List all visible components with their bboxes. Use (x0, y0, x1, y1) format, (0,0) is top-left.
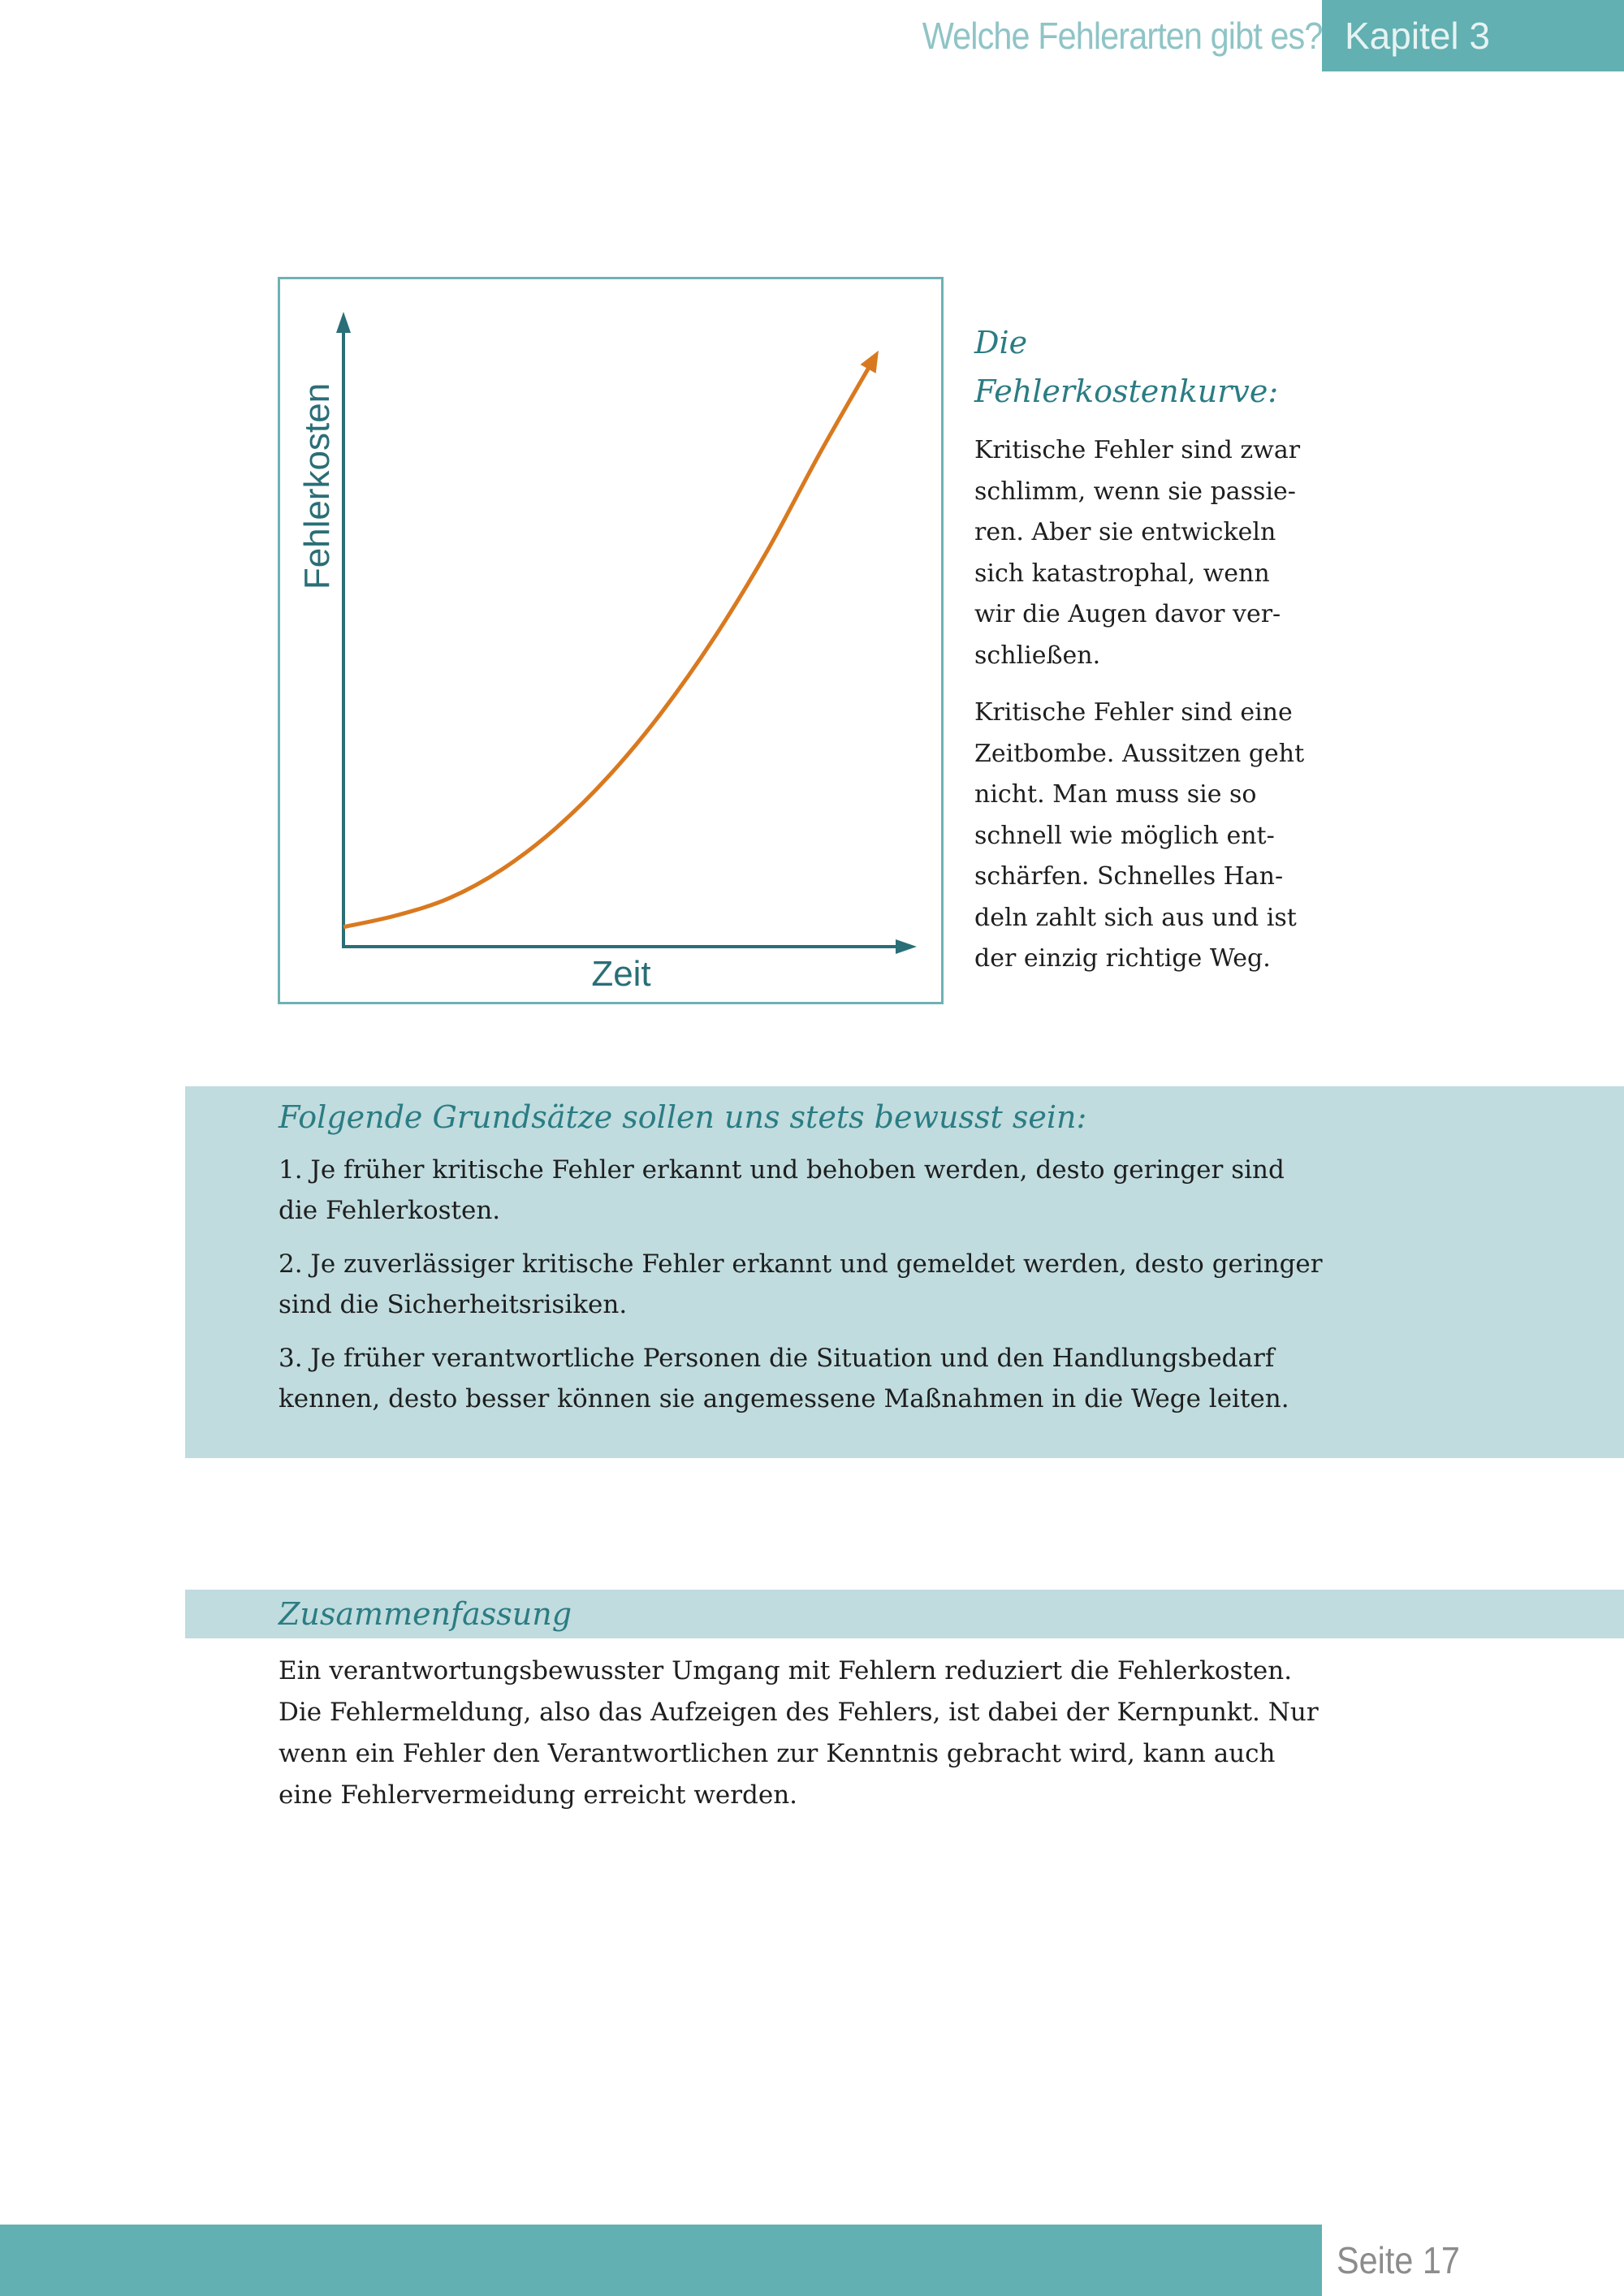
page-number: Seite 17 (1337, 2239, 1460, 2281)
x-axis-label: Zeit (591, 954, 651, 994)
y-axis-arrowhead (336, 312, 351, 333)
text-line: wir die Augen davor ver- (974, 600, 1281, 628)
text-line: Zeitbombe. Aussitzen geht (974, 739, 1305, 768)
section-title: Welche Fehlerarten gibt es? (922, 15, 1322, 57)
text-line: wenn ein Fehler den Verantwortlichen zur Kenntnis gebracht wird, kann auch (279, 1739, 1276, 1768)
text-line: sich katastrophal, wenn (974, 559, 1270, 588)
chapter-tab: Kapitel 3 (1322, 0, 1624, 71)
text-line: schnell wie möglich ent- (974, 821, 1275, 850)
text-line: 2. Je zuverlässiger kritische Fehler erkannt und gemeldet werden, desto geringer (279, 1249, 1323, 1279)
cost-curve-line (343, 360, 873, 927)
text-line: schließen. (974, 641, 1101, 670)
text-line: ren. Aber sie entwickeln (974, 518, 1276, 546)
y-axis-label: Fehlerkosten (297, 382, 337, 590)
text-line: Ein verantwortungsbewusster Umgang mit Fehlern reduziert die Fehlerkosten. (279, 1656, 1293, 1685)
principles-box (185, 1086, 1624, 1458)
text-line: schlimm, wenn sie passie- (974, 477, 1296, 506)
text-line: sind die Sicherheitsrisiken. (279, 1290, 628, 1319)
text-line: eine Fehlervermeidung erreicht werden. (279, 1780, 798, 1810)
chart-frame (278, 277, 944, 1004)
principle-item (279, 1150, 1334, 1231)
side-paragraph-1 (974, 430, 1332, 676)
summary-text (279, 1651, 1334, 1816)
footer-bar (0, 2225, 1322, 2296)
text-line: die Fehlerkosten. (279, 1196, 501, 1225)
text-line: Kritische Fehler sind zwar (974, 436, 1301, 464)
chart-explanation (974, 318, 1332, 996)
text-line: schärfen. Schnelles Han- (974, 862, 1284, 891)
text-line: kennen, desto besser können sie angemessene Maßnahmen in die Wege leiten. (279, 1384, 1289, 1413)
summary-heading: Zusammenfassung (279, 1596, 572, 1632)
text-line: der einzig richtige Weg. (974, 944, 1271, 973)
text-line: 1. Je früher kritische Fehler erkannt und behoben werden, desto geringer sind (279, 1155, 1285, 1185)
side-heading: Die Fehlerkostenkurve: (974, 325, 1279, 409)
side-paragraph-2 (974, 693, 1332, 980)
text-line: nicht. Man muss sie so (974, 780, 1257, 809)
text-line: 3. Je früher verantwortliche Personen die Situation und den Handlungsbedarf (279, 1344, 1275, 1373)
principle-item (279, 1244, 1334, 1325)
text-line: Die Fehlermeldung, also das Aufzeigen des Fehlers, ist dabei der Kernpunkt. Nur (279, 1698, 1319, 1727)
text-line: deln zahlt sich aus und ist (974, 903, 1297, 932)
principles-heading: Folgende Grundsätze sollen uns stets bewusst sein: (279, 1099, 1087, 1135)
error-cost-chart (280, 279, 941, 1002)
x-axis-arrowhead (896, 939, 917, 954)
text-line: Kritische Fehler sind eine (974, 698, 1293, 727)
principle-item (279, 1338, 1334, 1419)
summary-heading-bar (185, 1590, 1624, 1638)
